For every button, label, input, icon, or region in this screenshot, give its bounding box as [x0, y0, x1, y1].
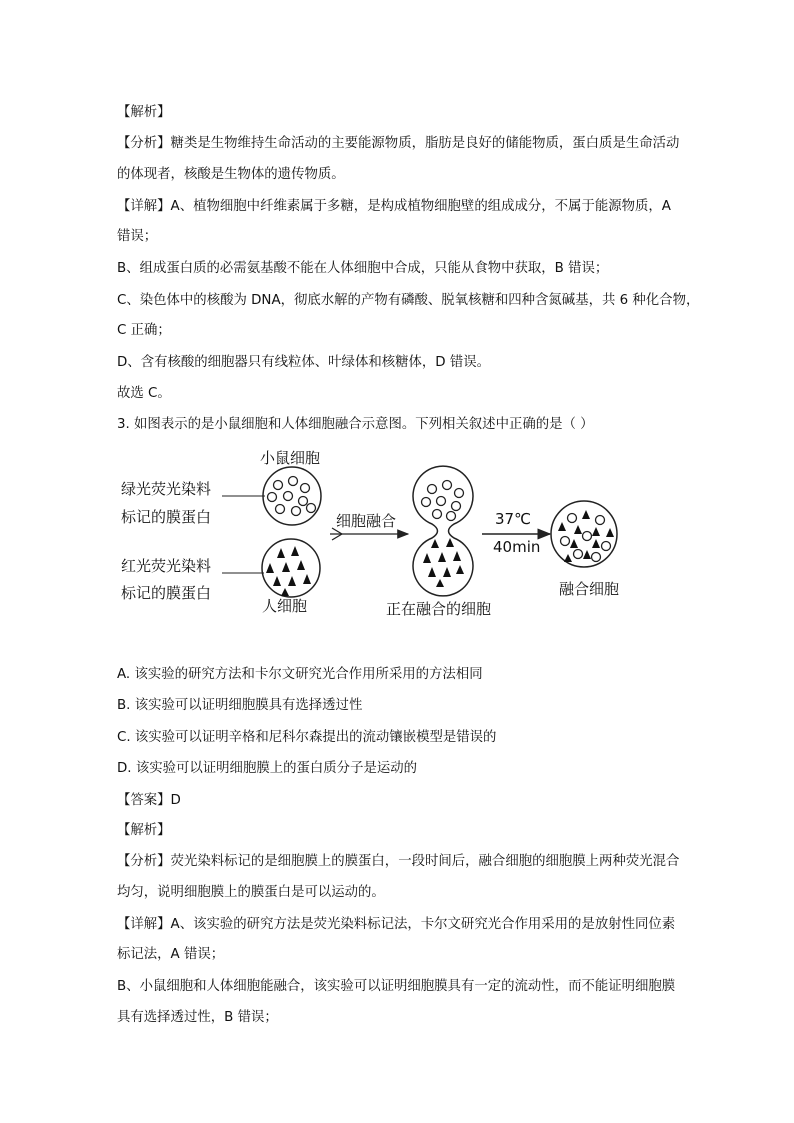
- human-cell-label: 人细胞: [262, 597, 308, 615]
- detail-3-a-cont: 标记法，A 错误；: [117, 947, 225, 962]
- fusing-cell: [413, 466, 473, 596]
- analysis-text-cont: 的体现者，核酸是生物体的遗传物质。: [117, 167, 345, 182]
- analysis-3: 【分析】荧光染料标记的是细胞膜上的膜蛋白，一段时间后，融合细胞的细胞膜上两种荧光混合: [117, 854, 680, 869]
- temperature-label: 37℃: [495, 510, 531, 528]
- detail-text-cont: 错误；: [117, 229, 158, 244]
- detail-c-cont: C 正确；: [117, 323, 171, 338]
- analysis-text: 【分析】糖类是生物维持生命活动的主要能源物质，脂肪是良好的储能物质，蛋白质是生命活动: [117, 136, 680, 151]
- jiexi-heading-3: 【解析】: [117, 823, 171, 838]
- red-dye-label-1: 红光荧光染料: [121, 557, 212, 575]
- green-dye-label-1: 绿光荧光染料: [121, 480, 212, 498]
- red-dye-label-2: 标记的膜蛋白: [121, 584, 212, 602]
- mouse-cell: [263, 467, 321, 525]
- question-3-stem: 3. 如图表示的是小鼠细胞和人体细胞融合示意图。下列相关叙述中正确的是（ ）: [117, 417, 594, 432]
- fusing-cell-label: 正在融合的细胞: [386, 600, 492, 618]
- mouse-cell-label: 小鼠细胞: [260, 449, 321, 467]
- fused-cell-label: 融合细胞: [559, 580, 620, 598]
- fused-cell: [551, 501, 617, 567]
- option-c: C. 该实验可以证明辛格和尼科尔森提出的流动镶嵌模型是错误的: [117, 730, 497, 745]
- option-d: D. 该实验可以证明细胞膜上的蛋白质分子是运动的: [117, 761, 418, 776]
- detail-3-b: B、小鼠细胞和人体细胞能融合，该实验可以证明细胞膜具有一定的流动性，而不能证明细胞膜: [117, 979, 676, 994]
- cell-fusion-diagram: [110, 438, 650, 628]
- detail-text: 【详解】A、植物细胞中纤维素属于多糖，是构成植物细胞壁的组成成分，不属于能源物质，A: [117, 199, 671, 214]
- detail-3-a: 【详解】A、该实验的研究方法是荧光染料标记法，卡尔文研究光合作用采用的是放射性同位素: [117, 917, 676, 932]
- option-b: B. 该实验可以证明细胞膜具有选择透过性: [117, 698, 363, 713]
- detail-c: C、染色体中的核酸为 DNA，彻底水解的产物有磷酸、脱氧核糖和四种含氮碱基，共 6 种化合物，: [117, 293, 700, 308]
- time-label: 40min: [493, 538, 541, 556]
- analysis-3-cont: 均匀，说明细胞膜上的膜蛋白是可以运动的。: [117, 885, 385, 900]
- jiexi-heading-1: 【解析】: [117, 105, 171, 120]
- detail-3-b-cont: 具有选择透过性，B 错误；: [117, 1010, 278, 1025]
- option-a: A. 该实验的研究方法和卡尔文研究光合作用所采用的方法相同: [117, 667, 483, 682]
- green-dye-label-2: 标记的膜蛋白: [121, 508, 212, 526]
- human-cell: [262, 539, 320, 597]
- detail-d: D、含有核酸的细胞器只有线粒体、叶绿体和核糖体，D 错误。: [117, 355, 491, 370]
- detail-b: B、组成蛋白质的必需氨基酸不能在人体细胞中合成，只能从食物中获取，B 错误；: [117, 261, 609, 276]
- answer-3: 【答案】D: [117, 793, 181, 808]
- final-answer-1: 故选 C。: [117, 386, 171, 401]
- fusion-step-label: 细胞融合: [336, 512, 397, 530]
